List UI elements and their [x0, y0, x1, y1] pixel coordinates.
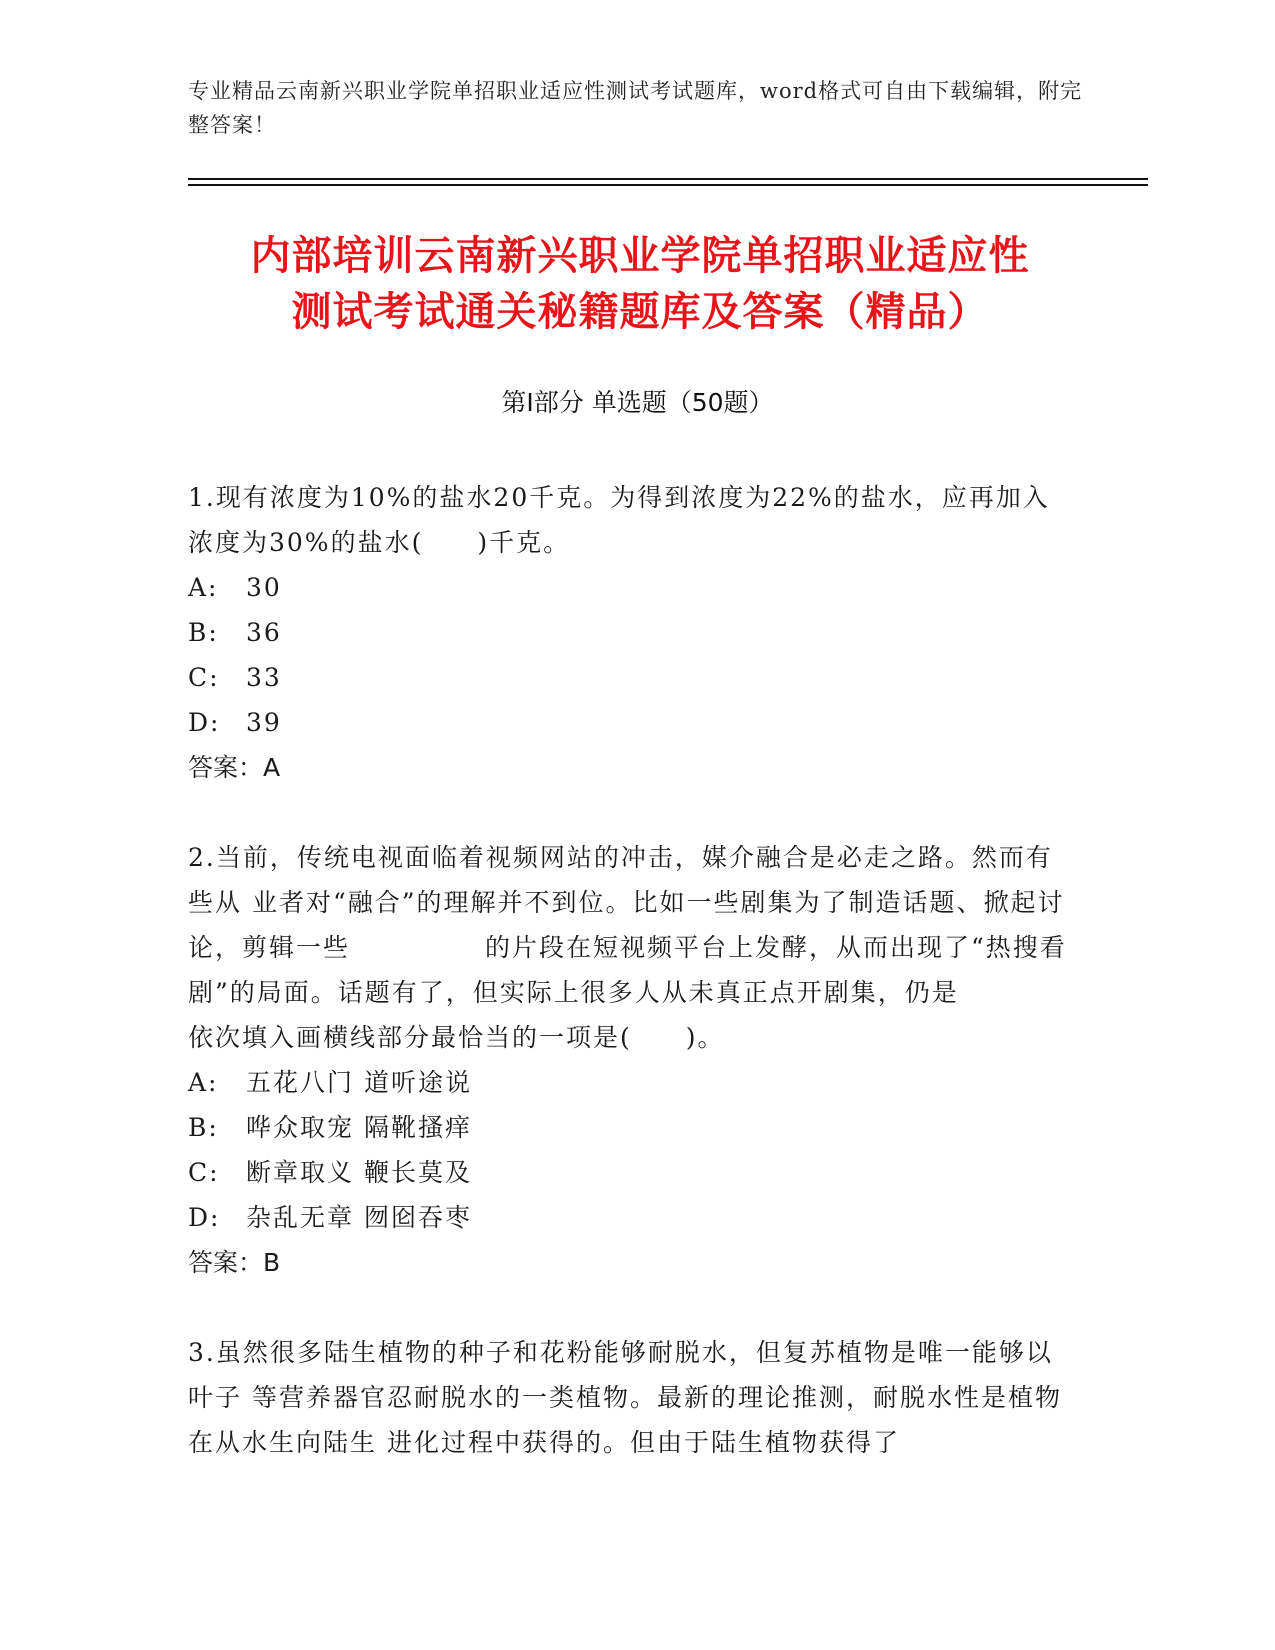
option-letter: A: — [188, 1068, 219, 1097]
answer-line: 答案：B — [188, 1248, 281, 1277]
answer-line: 答案：A — [188, 753, 281, 782]
option-c — [188, 1150, 1068, 1195]
question-stem: 2.当前，传统电视面临着视频网站的冲击，媒介融合是必走之路。然而有些从 业者对“融合”的理解并不到位。比如一些剧集为了制造话题、掀起讨论，剪辑一些 的片段在短视频平台上发酵，从而出现了“热搜看剧”的局面。话题有了，但实际上很多人从未真正点开剧集，仍是 依次填入画横线部分最恰当的一项是( )。 — [188, 843, 1094, 1052]
option-text: 哗众取宠 隔靴搔痒 — [246, 1113, 472, 1142]
option-text: 30 — [246, 573, 282, 602]
title-line-2: 测试考试通关秘籍题库及答案（精品） — [291, 289, 989, 335]
option-c — [188, 655, 1068, 700]
option-letter: C: — [188, 663, 220, 692]
header-rule-bottom — [188, 184, 1148, 186]
title-line-1: 内部培训云南新兴职业学院单招职业适应性 — [250, 233, 1030, 279]
document-title — [130, 228, 1150, 340]
option-d — [188, 700, 1068, 745]
option-letter: A: — [188, 573, 219, 602]
option-b — [188, 610, 1068, 655]
question-3 — [188, 1330, 1068, 1465]
option-text: 36 — [246, 618, 282, 647]
header-note: 专业精品云南新兴职业学院单招职业适应性测试考试题库，word格式可自由下载编辑，附完整答案！ — [188, 79, 1083, 137]
option-text: 33 — [246, 663, 282, 692]
option-letter: C: — [188, 1158, 220, 1187]
option-a — [188, 565, 1068, 610]
option-letter: D: — [188, 1203, 221, 1232]
question-2 — [188, 835, 1094, 1285]
section-title: 第Ⅰ部分 单选题（50题） — [501, 388, 774, 417]
option-text: 杂乱无章 囫囵吞枣 — [246, 1203, 472, 1232]
option-d — [188, 1195, 1068, 1240]
option-letter: B: — [188, 618, 219, 647]
option-a — [188, 1060, 1068, 1105]
option-text: 39 — [246, 708, 282, 737]
option-text: 断章取义 鞭长莫及 — [246, 1158, 472, 1187]
question-stem: 1.现有浓度为10%的盐水20千克。为得到浓度为22%的盐水，应再加入浓度为30%的盐水( )千克。 — [188, 483, 1050, 557]
option-letter: B: — [188, 1113, 219, 1142]
question-1 — [188, 475, 1068, 790]
option-letter: D: — [188, 708, 221, 737]
question-stem: 3.虽然很多陆生植物的种子和花粉能够耐脱水，但复苏植物是唯一能够以叶子 等营养器官忍耐脱水的一类植物。最新的理论推测，耐脱水性是植物在从水生向陆生 进化过程中获得的。但由于陆生植物获得了 — [188, 1338, 1062, 1457]
option-text: 五花八门 道听途说 — [246, 1068, 472, 1097]
option-b — [188, 1105, 1068, 1150]
header-rule-top — [188, 178, 1148, 180]
